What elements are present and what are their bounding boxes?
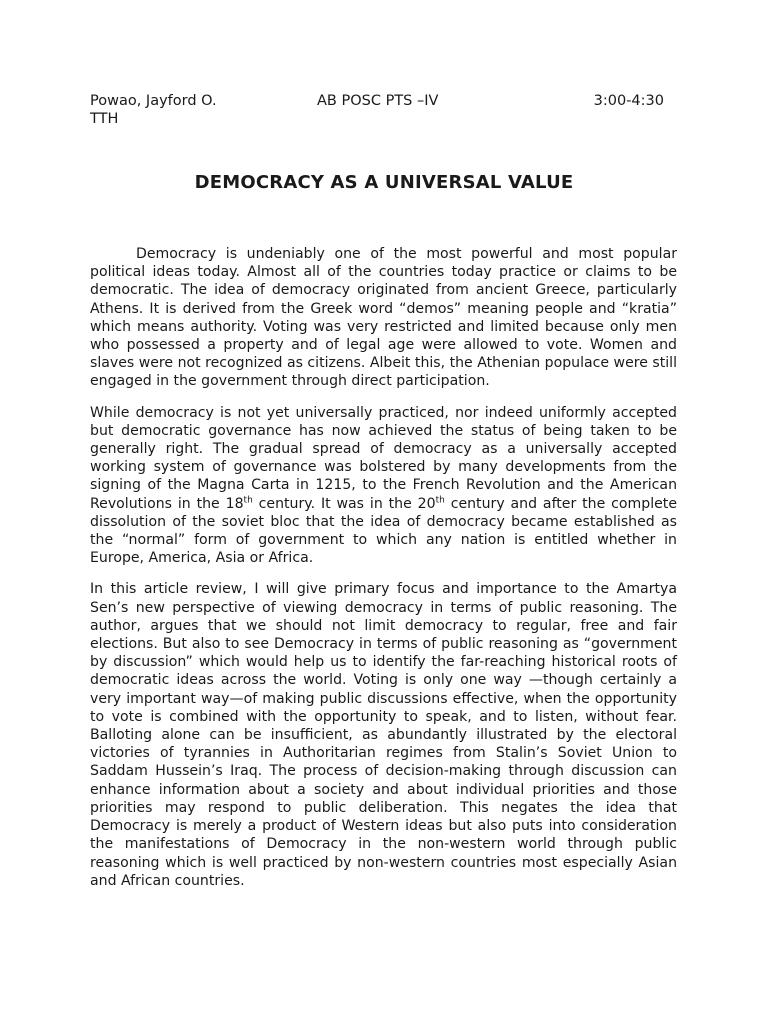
paragraph-1: Democracy is undeniably one of the most powerful and most popular political ideas today. Almost all of the countries today practice or claims to be democratic. The idea of democracy originated from ancient Greece, particularly Athens. It is derived from the Greek word “demos” meaning people and “kratia” which means authority. Voting was very restricted and limited because only men who possessed a property and of legal age were allowed to vote. Women and slaves were not recognized as citizens. Albeit this, the Athenian populace were still engaged in the government through direct participation. (90, 246, 677, 390)
paragraph-2-part-b: century. It was in the 20 (252, 495, 436, 512)
paragraph-2-part-a: While democracy is not yet universally practiced, nor indeed uniformly accepted but democratic governance has now achieved the status of being taken to be generally right. The gradual spread of democracy as a universally accepted working system of governance was bolstered by many developments from the signing of the Magna Carta in 1215, to the French Revolution and the American Revolutions in the 18 (90, 404, 677, 512)
paragraph-3: In this article review, I will give primary focus and importance to the Amartya Sen’s new perspective of viewing democracy in terms of public reasoning. The author, argues that we should not limit democracy to regular, free and fair elections. But also to see Democracy in terms of public reasoning as “government by discussion” which would help us to identify the far-reaching historical roots of democratic ideas across the world. Voting is only one way —though certainly a very important way—of making public discussions effective, when the opportunity to vote is combined with the opportunity to speak, and to listen, without fear. Balloting alone can be insufficient, as abundantly illustrated by the electoral victories of tyrannies in Authoritarian regimes from Stalin’s Soviet Union to Saddam Hussein’s Iraq. The process of decision-making through discussion can enhance information about a society and about individual priorities and those priorities may respond to public deliberation. This negates the idea that Democracy is merely a product of Western ideas but also puts into consideration the manifestations of Democracy in the non-western world through public reasoning which is well practiced by non-western countries most especially Asian and African countries. (90, 581, 677, 889)
superscript-th-1: th (243, 494, 253, 505)
course-code: AB POSC PTS –IV (317, 93, 439, 109)
author-name: Powao, Jayford O. (90, 93, 217, 109)
class-schedule: TTH (90, 111, 119, 127)
document-body (90, 245, 677, 903)
document-title: DEMOCRACY AS A UNIVERSAL VALUE (194, 172, 574, 193)
superscript-th-2: th (435, 494, 445, 505)
paragraph-2-part-c: century and after the complete dissolution of the soviet bloc that the idea of democracy became established as the “normal” form of government to which any nation is entitled whether in Europe, America, Asia or Africa. (90, 495, 677, 567)
header-line (90, 93, 678, 113)
paragraph-2 (90, 404, 677, 568)
class-time: 3:00-4:30 (593, 93, 664, 109)
